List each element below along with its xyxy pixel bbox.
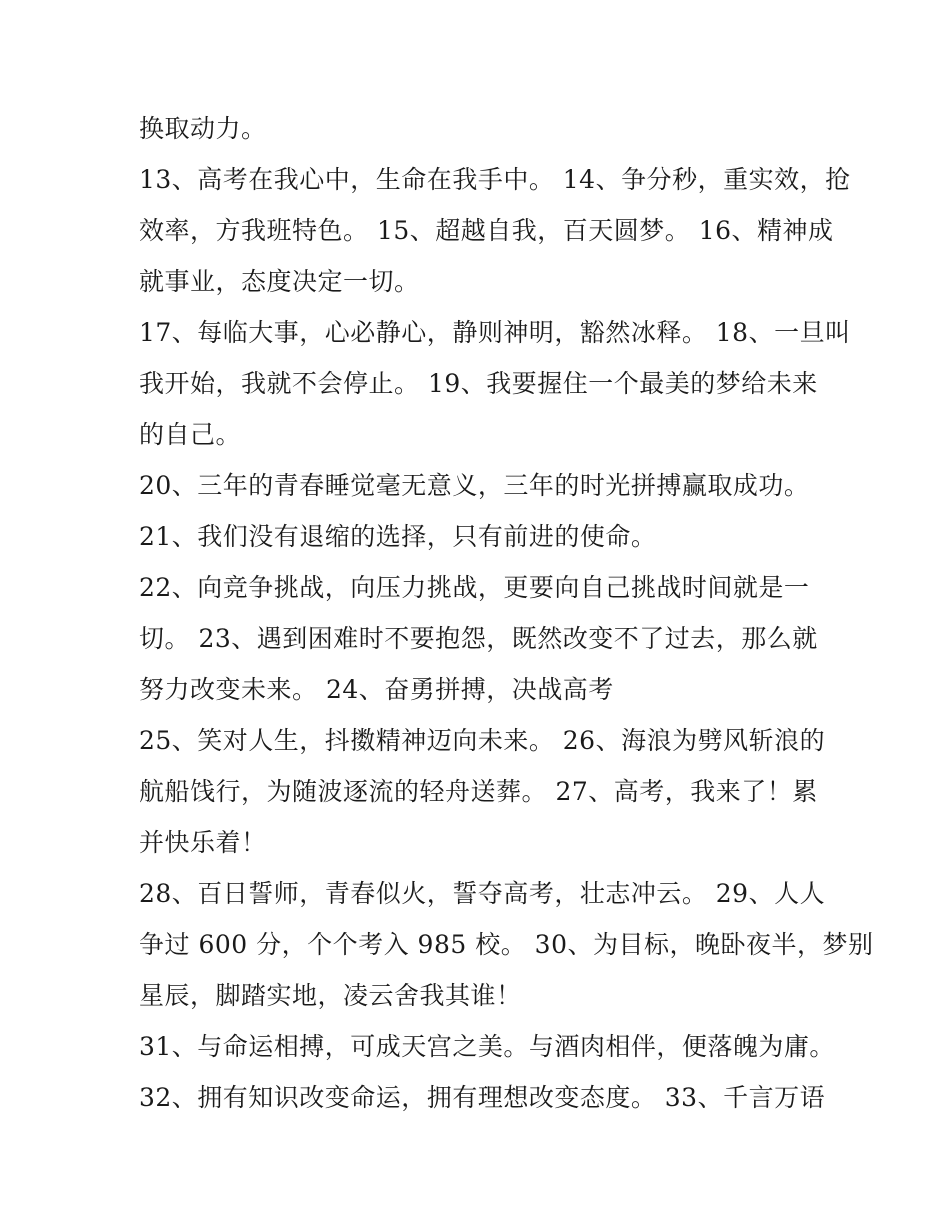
text-line: 争过 600 分，个个考入 985 校。 30、为目标，晚卧夜半，梦别 [139,930,874,959]
text-line: 17、每临大事，心必静心，静则神明，豁然冰释。 18、一旦叫 [139,318,851,347]
text-line: 21、我们没有退缩的选择，只有前进的使命。 [139,522,657,551]
text-line: 28、百日誓师，青春似火，誓夺高考，壮志冲云。 29、人人 [139,879,826,908]
text-line: 31、与命运相搏，可成天宫之美。与酒肉相伴，便落魄为庸。 [139,1032,835,1061]
text-line: 13、高考在我心中，生命在我手中。 14、争分秒，重实效，抢 [139,165,851,194]
text-line: 就事业，态度决定一切。 [139,267,420,296]
text-line: 的自己。 [139,420,242,449]
text-line: 效率，方我班特色。 15、超越自我，百天圆梦。 16、精神成 [139,216,834,245]
text-line: 32、拥有知识改变命运，拥有理想改变态度。 33、千言万语 [139,1083,826,1112]
text-line: 我开始，我就不会停止。 19、我要握住一个最美的梦给未来 [139,369,818,398]
text-line: 25、笑对人生，抖擞精神迈向未来。 26、海浪为劈风斩浪的 [139,726,826,755]
text-line: 航船饯行，为随波逐流的轻舟送葬。 27、高考，我来了！累 [139,777,818,806]
text-line: 22、向竞争挑战，向压力挑战，更要向自己挑战时间就是一 [139,573,810,602]
text-line: 换取动力。 [139,114,267,143]
text-line: 20、三年的青春睡觉毫无意义，三年的时光拼搏赢取成功。 [139,471,810,500]
text-line: 星辰，脚踏实地，凌云舍我其谁！ [139,981,522,1010]
text-line: 努力改变未来。 24、奋勇拼搏，决战高考 [139,675,614,704]
text-line: 切。 23、遇到困难时不要抱怨，既然改变不了过去，那么就 [139,624,818,653]
text-line: 并快乐着！ [139,828,267,857]
